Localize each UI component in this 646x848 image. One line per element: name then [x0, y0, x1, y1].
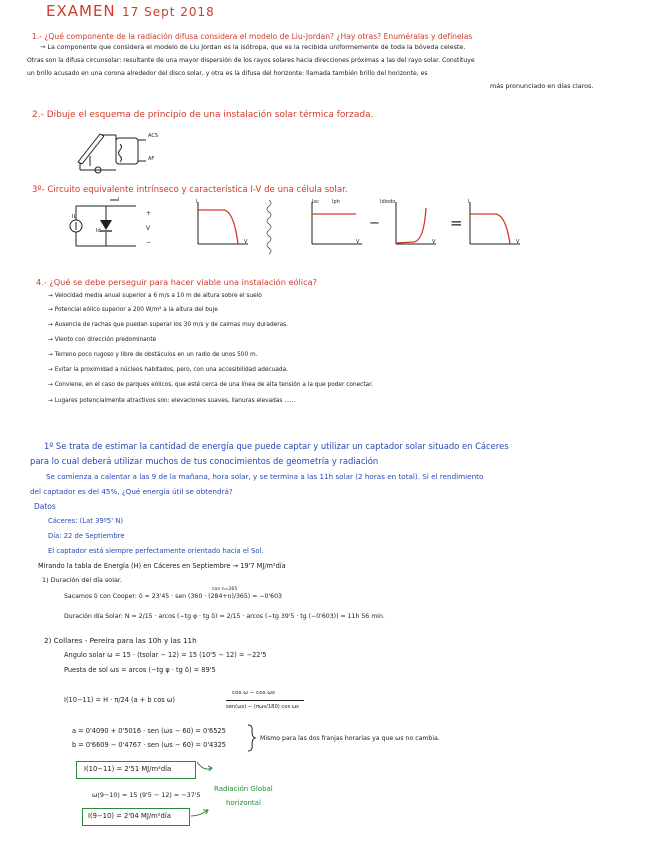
- af-label: AF: [148, 156, 155, 162]
- datos-item: Día: 22 de Septiembre: [48, 532, 125, 540]
- result-iv-curve: [464, 200, 524, 250]
- cooper-equation: Sacamos δ con Cooper: δ = 23'45 · sen (360 · (284+n)/365) = −0'603: [64, 593, 282, 600]
- datos-item: El captador está siempre perfectamente orientado hacia el Sol.: [48, 547, 264, 555]
- minus-operator: −: [369, 216, 380, 231]
- q3-question: 3º- Circuito equivalente intrínseco y característica I-V de una célula solar.: [32, 185, 348, 195]
- q1-answer-line: un brillo acusado en una corona alrededor del disco solar, y otra es la difusa del horizonte: llamada también brillo del horizonte, es: [27, 70, 428, 77]
- q5-question-line: del captador es del 45%, ¿Qué energía útil se obtendrá?: [30, 487, 233, 496]
- q4-item: → Conviene, en el caso de parques eólicos, que esté cerca de una línea de alta tensión a la que poder conectar.: [48, 382, 373, 388]
- radiacion-note: Radiación Global: [214, 785, 273, 793]
- formula-denominator: sen(ωs) − (πωs/180) cos ωs: [226, 704, 299, 710]
- diode-v-label: V: [432, 239, 436, 245]
- q4-item: → Velocidad media anual superior a 6 m/s a 10 m de altura sobre el suelo: [48, 293, 262, 299]
- id-label: Id: [96, 228, 101, 234]
- voltage-label: V: [146, 225, 151, 232]
- isc-label: Isc: [312, 199, 319, 205]
- plus-label: +: [146, 210, 152, 217]
- step2-title: 2) Collares - Pereira para las 10h y las 11h: [44, 636, 197, 645]
- q2-question: 2.- Dibuje el esquema de principio de una instalación solar térmica forzada.: [32, 110, 374, 120]
- q5-question-line: 1º Se trata de estimar la cantidad de energía que puede captar y utilizar un captador solar situado en Cáceres: [44, 441, 509, 451]
- diode-curve: [380, 200, 440, 250]
- q4-item: → Viento con dirección predominante: [48, 337, 157, 343]
- formula-numerator: cos ω − cos ωs: [232, 690, 275, 696]
- q4-item: → Ausencia de rachas que puedan superar los 30 m/s y de calmas muy duraderas.: [48, 322, 289, 328]
- separator-squiggle: [264, 200, 274, 255]
- result-9-10: I(9−10) = 2'04 MJ/m²día: [88, 812, 171, 820]
- iv-curve-i-label: I: [196, 199, 198, 205]
- q1-question: 1.- ¿Qué componente de la radiación difusa considera el modelo de Liu-Jordan? ¿Hay otras? Enuméralas y defínelas: [32, 32, 473, 41]
- a-coefficient: a = 0'4090 + 0'5016 · sen (ωs − 60) = 0'6525: [72, 727, 226, 735]
- arrow-icon: [196, 760, 214, 774]
- current-label: I: [118, 197, 120, 203]
- result-i-label: I: [468, 199, 470, 205]
- puesta-line: Puesta de sol ωs = arcos (−tg φ · tg δ) = 89'5: [64, 666, 216, 674]
- step1-title: 1) Duración del día solar.: [42, 576, 122, 584]
- arrow-icon: [190, 806, 210, 820]
- q1-answer-line: más pronunciado en días claros.: [490, 82, 594, 90]
- angulo-line: Angulo solar ω = 15 · (tsolar − 12) = 15 (10'5 − 12) = −22'5: [64, 651, 267, 659]
- iph-label: Iph: [332, 199, 340, 205]
- solar-thermal-schematic: [70, 126, 160, 176]
- result-10-11: I(10−11) = 2'51 MJ/m²día: [84, 765, 172, 773]
- equals-operator: =: [450, 214, 463, 232]
- iv-curve-v-label: V: [244, 239, 248, 245]
- datos-item: Cáceres: (Lat 39º5' N): [48, 517, 124, 525]
- iv-curve: [192, 200, 252, 250]
- q1-answer-line: → La componente que considera el modelo de Liu Jordan es la isótropa, que es la recibida uniformemente de toda la bóveda celeste.: [40, 43, 466, 51]
- exam-title: EXAMEN: [46, 2, 116, 20]
- acs-label: ACS: [148, 133, 158, 139]
- b-coefficient: b = 0'6609 − 0'4767 · sen (ωs − 60) = 0'4325: [72, 741, 226, 749]
- collares-formula: I(10−11) = H · π/24 (a + b cos ω): [64, 696, 175, 704]
- tabla-line: Mirando la tabla de Energía (H) en Cáceres en Septiembre → 19'7 MJ/m²día: [38, 562, 286, 570]
- ab-note: Mismo para las dos franjas horarias ya que ωs no cambia.: [260, 735, 440, 742]
- isc-v-label: V: [356, 239, 360, 245]
- q4-item: → Lugares potencialmente atractivos son: elevaciones suaves, llanuras elevadas ......: [48, 398, 296, 404]
- q1-answer-line: Otras son la difusa circunsolar: resultante de una mayor dispersión de los rayos solares hacia direcciones próximas a las del rayo solar. Constituye: [27, 57, 475, 64]
- q4-item: → Potencial eólico superior a 200 W/m² a la altura del buje: [48, 307, 218, 313]
- duracion-equation: Duración día Solar: N = 2/15 · arcos (−tg φ · tg δ) = 2/15 · arcos (−tg 39'5 · tg (−0'603)) = 11h 56 min.: [64, 613, 385, 620]
- idiodo-label: Idiodo: [380, 199, 396, 205]
- q5-question-line: Se comienza a calentar a las 9 de la mañana, hora solar, y se termina a las 11h solar (2 horas en total). Si el rendimiento: [46, 472, 484, 481]
- minus-label: −: [146, 239, 152, 246]
- result-v-label: V: [516, 239, 520, 245]
- q4-item: → Terreno poco rugoso y libre de obstáculos en un radio de unos 500 m.: [48, 352, 258, 358]
- omega-9-10: ω(9−10) = 15 (9'5 − 12) = −37'5: [92, 791, 201, 799]
- radiacion-note: horizontal: [226, 799, 261, 807]
- datos-title: Datos: [34, 502, 56, 511]
- q4-item: → Evitar la proximidad a núcleos habitados, pero, con una accesibilidad adecuada.: [48, 367, 289, 373]
- exam-date: 17 Sept 2018: [122, 5, 215, 19]
- fraction-bar: [226, 700, 304, 701]
- q4-question: 4.- ¿Qué se debe perseguir para hacer viable una instalación eólica?: [36, 277, 317, 287]
- q5-question-line: para lo cual deberá utilizar muchos de tus conocimientos de geometría y radiación: [30, 456, 379, 466]
- il-label: IL: [72, 214, 77, 220]
- cooper-note: con n=265: [212, 587, 238, 592]
- brace-icon: [246, 724, 256, 752]
